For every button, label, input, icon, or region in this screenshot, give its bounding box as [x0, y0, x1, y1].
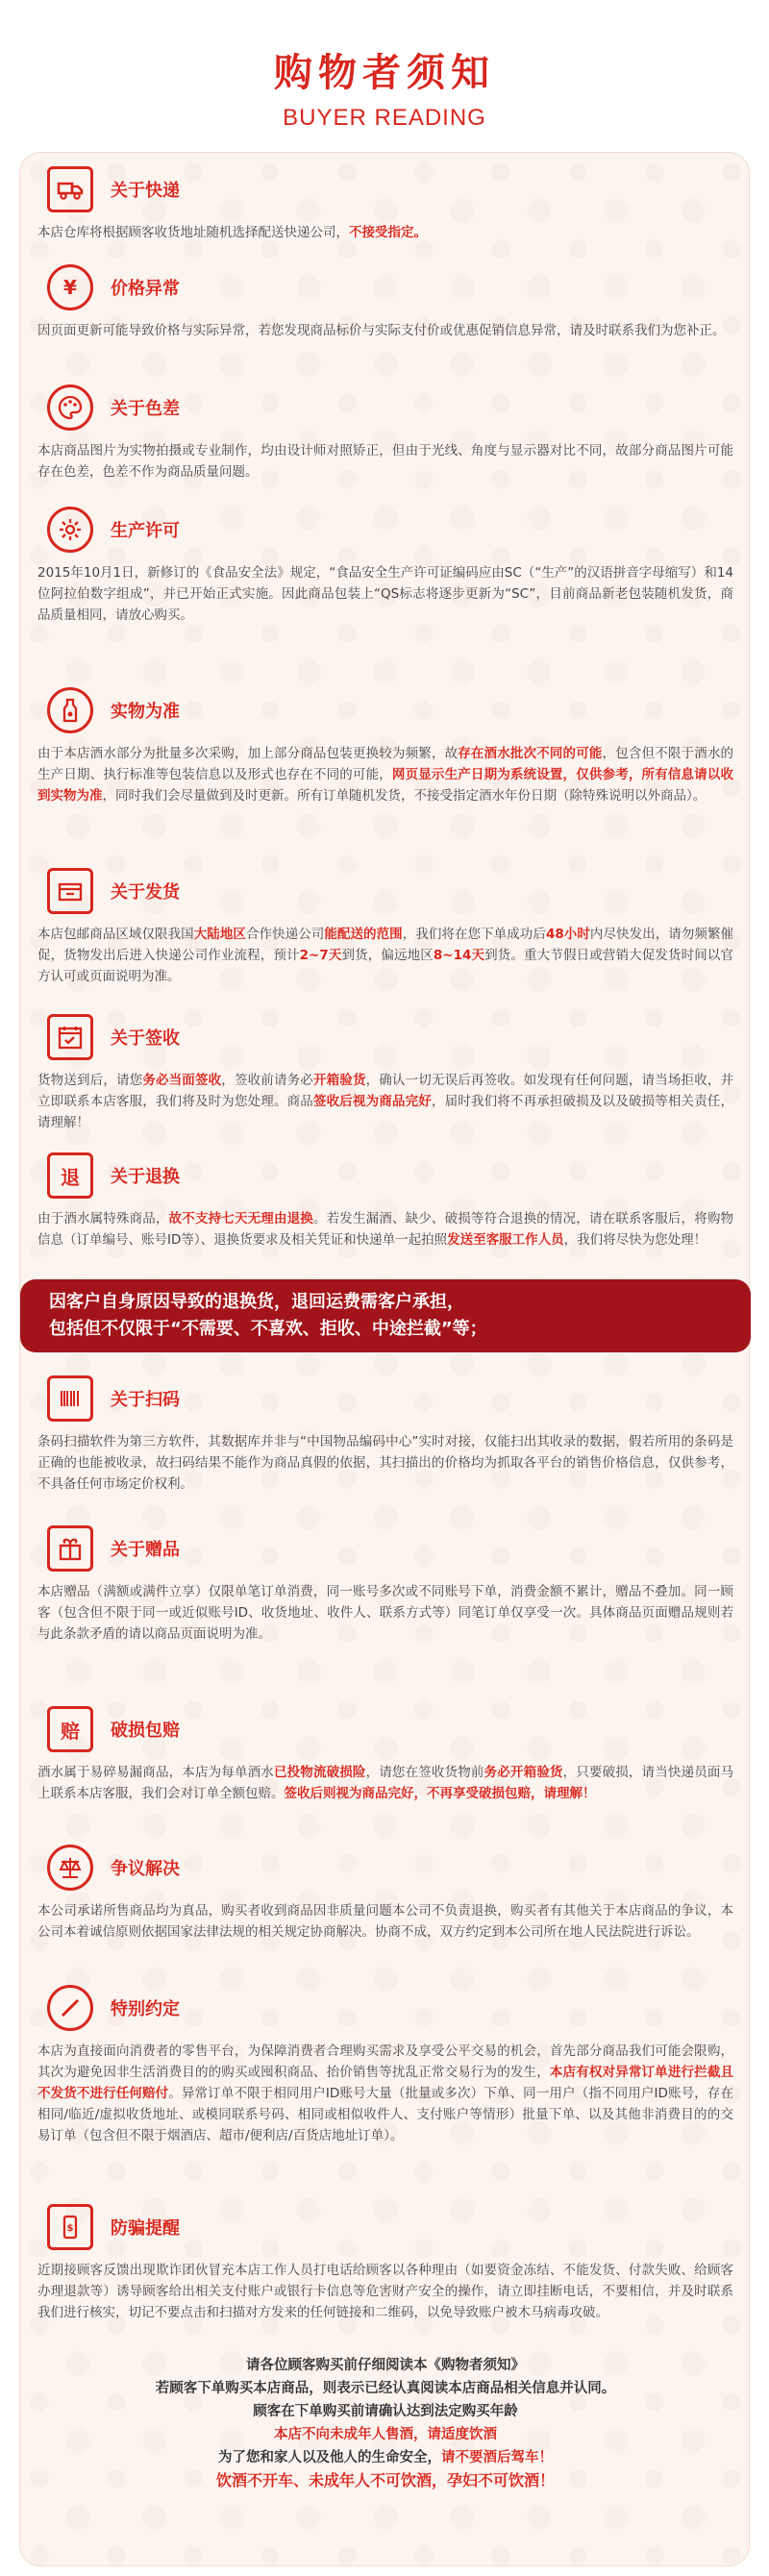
footer	[20, 2354, 751, 2492]
yen-icon: ¥	[47, 264, 93, 310]
gear-icon	[47, 507, 93, 553]
notice-card	[19, 152, 750, 2566]
highlight-text: 签收后视为商品完好	[312, 1094, 432, 1109]
section-body	[37, 743, 733, 806]
footer-line-3: 顾客在下单购买前请确认达到法定购买年龄	[253, 2404, 518, 2419]
return-freight-warning	[20, 1279, 751, 1352]
section-fraud	[20, 2200, 751, 2323]
section-special	[20, 1981, 751, 2146]
body-text: 本店为直接面向消费者的零售平台，为保障消费者合理购买需求及享受公平交易的机会，首先部分商品我们可能会限购，其次为避免因非生活消费目的的购买或囤积商品、抬价销售等扰乱正常交易行为的发生，	[37, 2043, 733, 2080]
highlight-text: 已投物流破损险	[273, 1765, 366, 1780]
section-license	[20, 503, 751, 626]
body-text: ，我们将尽快为您处理！	[563, 1232, 707, 1248]
body-text: 条码扫描软件为第三方软件，其数据库并非与“中国物品编码中心”实时对接，仅能扫出其收录的数据，假若所用的条码是正确的也能被收录，故扫码结果不能作为商品真假的依据，其扫描出的价格均为抓取各平台的销售价格信息，仅供参考，不具备任何市场定价权利。	[37, 1434, 733, 1492]
highlight-text: 开箱验货	[312, 1073, 366, 1088]
body-text: 合作快递公司	[246, 927, 325, 942]
section-damage	[20, 1702, 751, 1804]
highlight-text: 网页显示生产日期为系统设置，仅供参考，所有信息请以收到实物为准	[37, 767, 734, 804]
highlight-text: 本店有权对异常订单进行拦截且不发货不进行任何赔付	[37, 2065, 733, 2101]
section-body	[37, 562, 733, 626]
section-title: 关于扫码	[111, 1390, 180, 1410]
section-body	[37, 440, 733, 483]
warning-line-1: 因客户自身原因导致的退换货，退回运费需客户承担，	[49, 1292, 464, 1312]
section-title: 实物为准	[111, 702, 180, 722]
barcode-icon	[47, 1375, 93, 1422]
body-text: ，包含但不限于酒水的生产日期、执行标准等包装信息以及形式也存在不同的可能，	[37, 746, 734, 782]
svg-text:$: $	[66, 2223, 74, 2234]
package-icon	[47, 868, 93, 914]
section-actual	[20, 683, 751, 806]
section-price	[20, 260, 751, 341]
return-icon: 退	[47, 1152, 93, 1199]
header	[0, 0, 769, 144]
section-title: 生产许可	[111, 521, 180, 541]
section-return	[20, 1149, 751, 1251]
body-text: 货物送到后，请您	[37, 1073, 143, 1088]
page-subtitle: BUYER READING	[283, 104, 486, 131]
section-body	[37, 1431, 733, 1495]
compensation-icon: 赔	[47, 1706, 93, 1752]
body-text: 。异常订单不限于相同用户ID账号大量（批量或多次）下单、同一用户（指不同用户ID账号，存在相同/临近/虚拟收货地址、或模同联系号码、相同或相似收件人、支付账户等情形）批量下单、以及其他非消费目的的交易订单（包含但不限于烟酒店、超市/便利店/百货店地址订单）。	[37, 2086, 733, 2143]
section-title: 特别约定	[111, 1999, 180, 2019]
body-text: ，我们将在您下单成功后	[402, 927, 546, 942]
highlight-text: 能配送的范围	[324, 927, 403, 942]
section-body	[37, 1762, 733, 1804]
section-color	[20, 381, 751, 483]
truck-icon	[47, 166, 93, 212]
palette-icon	[47, 384, 93, 431]
section-body	[37, 1208, 733, 1251]
page-title: 购物者须知	[274, 50, 495, 95]
section-body	[37, 2041, 733, 2146]
highlight-text: 务必开箱验货	[484, 1765, 563, 1780]
section-title: 关于退换	[111, 1167, 180, 1187]
footer-line-4: 本店不向未成年人售酒，请适度饮酒	[274, 2427, 497, 2442]
highlight-text: 故不支持七天无理由退换	[168, 1211, 313, 1226]
section-title: 关于色差	[111, 399, 180, 419]
body-text: 本店仓库将根据顾客收货地址随机选择配送快递公司，	[37, 225, 349, 240]
highlight-text: 发送至客服工作人员	[447, 1232, 564, 1248]
highlight-text: 48小时	[545, 927, 590, 942]
section-title: 防骗提醒	[111, 2218, 180, 2239]
body-text: 本店赠品（满额或满件立享）仅限单笔订单消费，同一账号多次或不同账号下单，消费金额不累计，赠品不叠加。同一顾客（包含但不限于同一或近似账号ID、收货地址、收件人、联系方式等）同笔订单仅享受一次。具体商品页面赠品规则若与此条款矛盾的请以商品页面说明为准。	[37, 1584, 733, 1642]
section-body	[37, 1070, 733, 1133]
footer-line-5a: 为了您和家人以及他人的生命安全，	[218, 2450, 441, 2465]
section-body	[37, 2260, 733, 2323]
prohibited-icon	[47, 1985, 93, 2031]
highlight-text: 不接受指定。	[349, 225, 427, 240]
section-title: 关于赠品	[111, 1540, 180, 1560]
body-text: 。若发生漏酒、缺少、破损等符合退换的情况，请在联系客服后，将购物信息（订单编号、账号ID等）、退换货要求及相关凭证和快递单一起拍照	[37, 1211, 734, 1248]
section-body	[37, 1900, 733, 1943]
highlight-text: 2~7天	[299, 948, 342, 963]
body-text: 内尽快发出，请勿频繁催促，货物发出后进入快递公司作业流程，预计	[37, 927, 734, 963]
body-text: 到货。重大节假日或营销大促发货时间以官方认可或页面说明为准。	[37, 948, 734, 984]
section-title: 关于快递	[111, 181, 180, 201]
section-body	[37, 924, 733, 987]
section-title: 争议解决	[111, 1859, 180, 1879]
section-gift	[20, 1522, 751, 1645]
body-text: 因页面更新可能导致价格与实际异常，若您发现商品标价与实际支付价或优惠促销信息异常，请及时联系我们为您补正。	[37, 323, 726, 338]
section-shipping	[20, 864, 751, 987]
bottle-icon	[47, 687, 93, 733]
section-scan	[20, 1372, 751, 1495]
phone-yen-icon	[47, 2204, 93, 2250]
highlight-text: 大陆地区	[193, 927, 246, 942]
body-text: ，届时我们将不再承担破损及以及破损等相关责任，请理解！	[37, 1094, 734, 1130]
body-text: ，请您在签收货物前	[365, 1765, 484, 1780]
body-text: 2015年10月1日，新修订的《食品安全法》规定，“食品安全生产许可证编码应由SC（“生产”的汉语拼音字母缩写）和14位阿拉伯数字组成”，并已开始正式实施。因此商品包装上“QS标志将逐步更新为“SC”，目前商品新老包装随机发货，商品质量相同，请放心购买。	[37, 565, 733, 623]
body-text: ，只要破损，请当快递员面马上联系本店客服，我们会对订单全额包赔。	[37, 1765, 734, 1801]
section-title: 破损包赔	[111, 1721, 180, 1741]
footer-line-5	[20, 2446, 751, 2469]
section-dispute	[20, 1841, 751, 1943]
scales-icon	[47, 1845, 93, 1891]
body-text: 酒水属于易碎易漏商品，本店为每单酒水	[37, 1765, 274, 1780]
body-text: 由于本店酒水部分为批量多次采购，加上部分商品包装更换较为频繁，故	[37, 746, 459, 761]
footer-line-1: 请各位顾客购买前仔细阅读本《购物者须知》	[246, 2358, 525, 2373]
highlight-text: 务必当面签收	[142, 1073, 222, 1088]
footer-line-5b: 请不要酒后驾车！	[441, 2450, 553, 2465]
section-title: 关于签收	[111, 1028, 180, 1049]
body-text: 本店包邮商品区域仅限我国	[37, 927, 194, 942]
body-text: 本店商品图片为实物拍摄或专业制作，均由设计师对照矫正，但由于光线、角度与显示器对比不同，故部分商品图片可能存在色差，色差不作为商品质量问题。	[37, 443, 733, 480]
section-body	[37, 1581, 733, 1645]
body-text: 由于酒水属特殊商品，	[37, 1211, 169, 1226]
section-express	[20, 162, 751, 243]
body-text: ，确认一切无误后再签收。如发现有任何问题，请当场拒收，并立即联系本店客服，我们将及时为您处理。商品	[37, 1073, 734, 1109]
highlight-text: 签收后则视为商品完好，不再享受破损包赔，请理解！	[284, 1786, 596, 1801]
gift-icon	[47, 1525, 93, 1572]
body-text: 本公司承诺所售商品均为真品，购买者收到商品因非质量问题本公司不负责退换，购买者有其他关于本店商品的争议，本公司本着诚信原则依据国家法律法规的相关规定协商解决。协商不成，双方约定到本公司所在地人民法院进行诉讼。	[37, 1903, 733, 1940]
section-signing	[20, 1010, 751, 1133]
calendar-check-icon	[47, 1014, 93, 1060]
warning-line-2: 包括但不仅限于“不需要、不喜欢、拒收、中途拦截”等；	[49, 1319, 487, 1339]
section-title: 价格异常	[111, 279, 180, 299]
section-body	[37, 222, 733, 243]
body-text: 到货，偏远地区	[341, 948, 434, 963]
footer-line-2: 若顾客下单购买本店商品，则表示已经认真阅读本店商品相关信息并认同。	[155, 2381, 616, 2396]
highlight-text: 存在酒水批次不同的可能	[458, 746, 603, 761]
highlight-text: 8~14天	[433, 948, 485, 963]
footer-line-6: 饮酒不开车、未成年人不可饮酒，孕妇不可饮酒！	[215, 2471, 555, 2489]
body-text: ，签收前请务必	[221, 1073, 313, 1088]
section-body	[37, 320, 733, 341]
section-title: 关于发货	[111, 882, 180, 903]
body-text: 近期接顾客反馈出现欺诈团伙冒充本店工作人员打电话给顾客以各种理由（如要资金冻结、不能发货、付款失败、给顾客办理退款等）诱导顾客给出相关支付账户或银行卡信息等危害财产安全的操作，请立即挂断电话，不要相信，并及时联系我们进行核实，切记不要点击和扫描对方发来的任何链接和二维码，以免导致账户被木马病毒攻破。	[37, 2263, 733, 2320]
body-text: ，同时我们会尽量做到及时更新。所有订单随机发货，不接受指定酒水年份日期（除特殊说明以外商品）。	[102, 788, 707, 804]
